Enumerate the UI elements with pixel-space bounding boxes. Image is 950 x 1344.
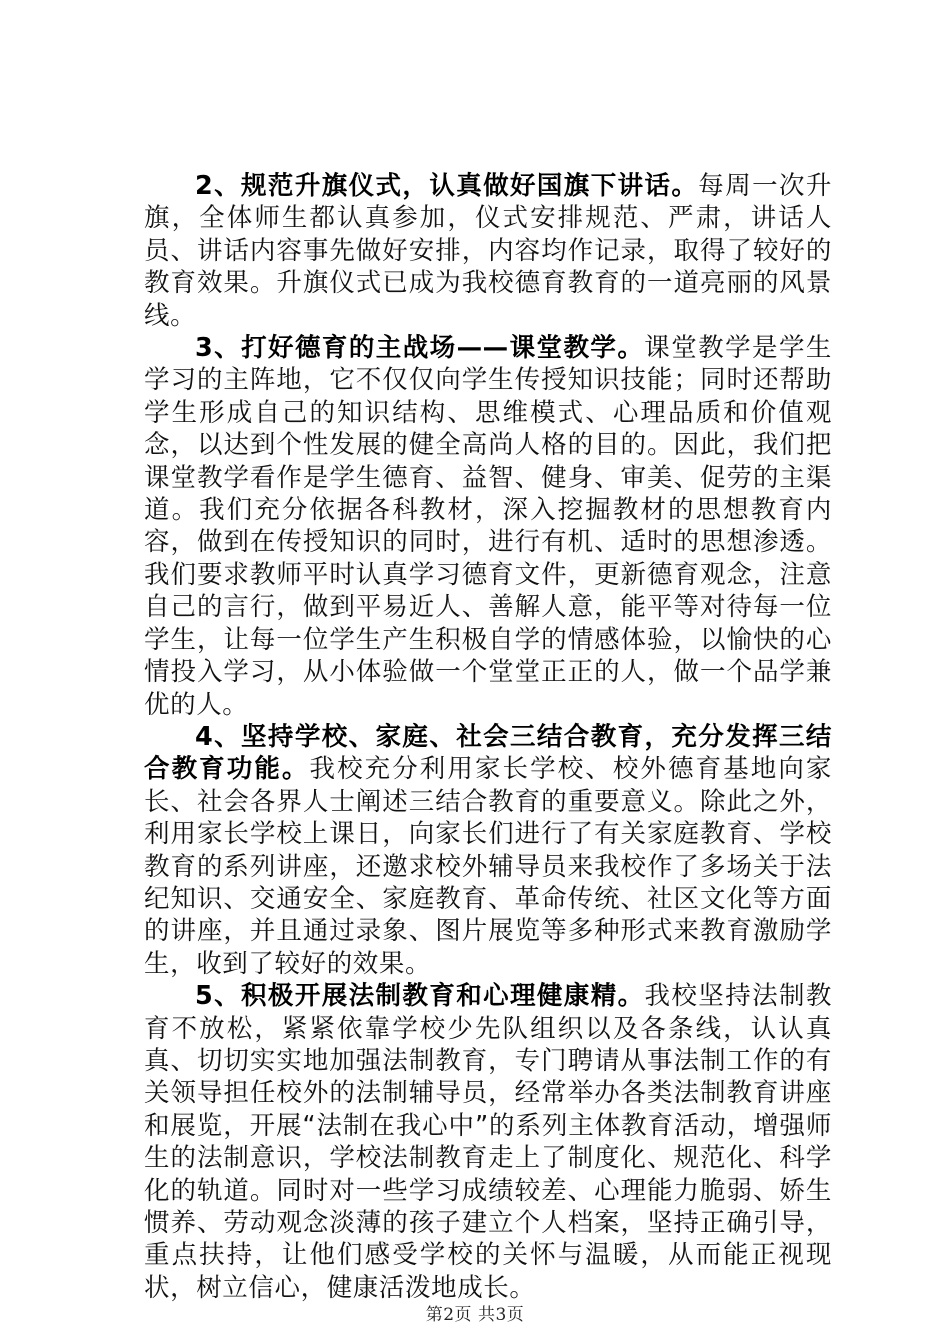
paragraph-heading: 5、积极开展法制教育和心理健康精。 xyxy=(195,981,645,1012)
paragraph-text: 每周一次升旗，全体师生都认真参加，仪式安排规范、严肃，讲话人员、讲话内容事先做好安排，内容均作记录，取得了较好的教育效果。升旗仪式已成为我校德育教育的一道亮丽的风景线。 xyxy=(144,171,832,331)
paragraph-text: 我校充分利用家长学校、校外德育基地向家长、社会各界人士阐述三结合教育的重要意义。除此之外，利用家长学校上课日，向家长们进行了有关家庭教育、学校教育的系列讲座，还邀求校外辅导员来我校作了多场关于法纪知识、交通安全、家庭教育、革命传统、社区文化等方面的讲座，并且通过录象、图片展览等多种形式来教育激励学生，收到了较好的效果。 xyxy=(144,754,832,979)
paragraph-5 xyxy=(144,980,832,1304)
paragraph-text: 课堂教学是学生学习的主阵地，它不仅仅向学生传授知识技能；同时还帮助学生形成自己的知识结构、思维模式、心理品质和价值观念，以达到个性发展的健全高尚人格的目的。因此，我们把课堂教学看作是学生德育、益智、健身、审美、促劳的主渠道。我们充分依据各科教材，深入挖掘教材的思想教育内容，做到在传授知识的同时，进行有机、适时的思想渗透。我们要求教师平时认真学习德育文件，更新德育观念，注意自己的言行，做到平易近人、善解人意，能平等对待每一位学生，让每一位学生产生积极自学的情感体验，以愉快的心情投入学习，从小体验做一个堂堂正正的人，做一个品学兼优的人。 xyxy=(144,333,833,720)
document-body xyxy=(144,170,832,1304)
paragraph-text: 我校坚持法制教育不放松，紧紧依靠学校少先队组织以及各条线，认认真真、切切实实地加强法制教育，专门聘请从事法制工作的有关领导担任校外的法制辅导员，经常举办各类法制教育讲座和展览，开展“法制在我心中”的系列主体教育活动，增强师生的法制意识，学校法制教育走上了制度化、规范化、科学化的轨道。同时对一些学习成绩较差、心理能力脆弱、娇生惯养、劳动观念淡薄的孩子建立个人档案，坚持正确引导，重点扶持，让他们感受学校的关怀与温暖，从而能正视现状，树立信心，健康活泼地成长。 xyxy=(144,981,833,1303)
page-number-footer: 第2页 共3页 xyxy=(425,1305,525,1325)
paragraph-heading: 2、规范升旗仪式，认真做好国旗下讲话。 xyxy=(195,171,699,201)
paragraph-heading: 3、打好德育的主战场——课堂教学。 xyxy=(195,333,645,364)
paragraph-3 xyxy=(144,332,832,721)
paragraph-2 xyxy=(144,170,832,332)
paragraph-heading: 4、坚持学校、家庭、社会三结合教育，充分发挥三结合教育功能。 xyxy=(144,721,832,785)
paragraph-4 xyxy=(144,721,832,980)
